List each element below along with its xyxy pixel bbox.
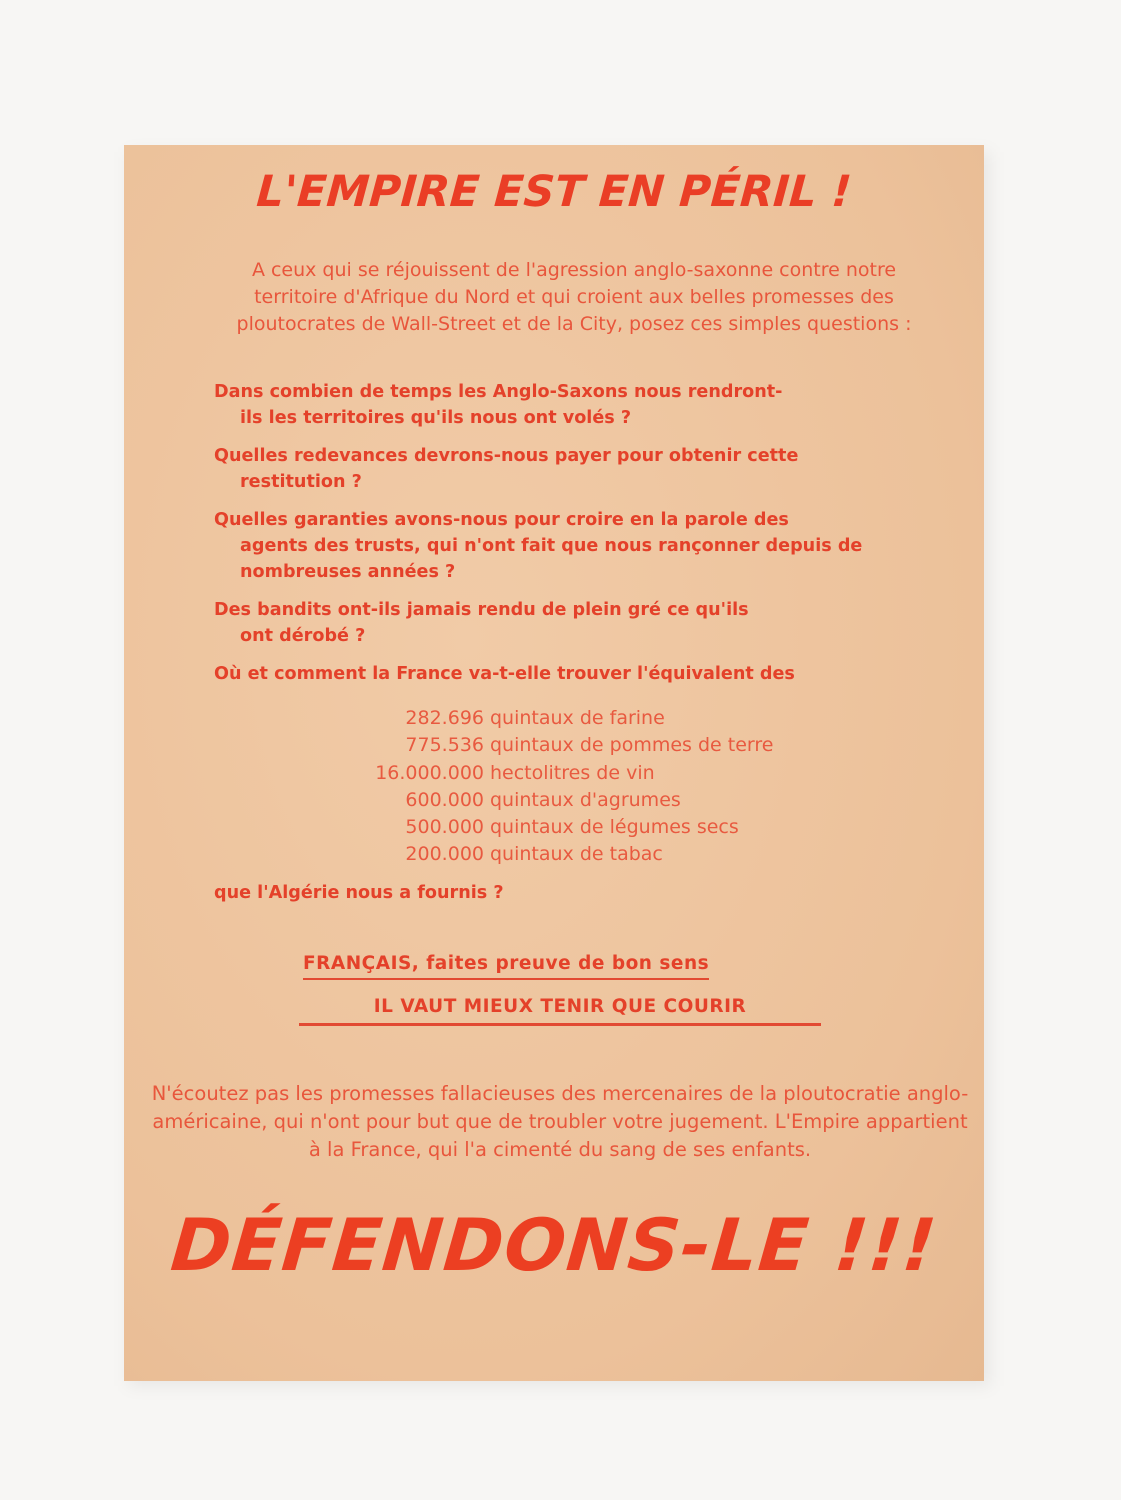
slogan-tenir-courir: IL VAUT MIEUX TENIR QUE COURIR	[299, 996, 821, 1026]
leaflet-title: L'EMPIRE EST EN PÉRIL !	[254, 167, 854, 217]
question-item	[214, 443, 944, 495]
closing-paragraph: N'écoutez pas les promesses fallacieuses des mercenaires de la ploutocratie anglo-américaine, qui n'ont pour but que de troubler votre jugement. L'Empire appartient à la France, qui l'a cimenté du sang de ses enfants.	[151, 1082, 969, 1161]
question-line-1: Quelles redevances devrons-nous payer pour obtenir cette	[214, 446, 799, 466]
question-item	[214, 597, 944, 649]
question-line-1: Dans combien de temps les Anglo-Saxons nous rendront-	[214, 382, 783, 402]
quantity-number: 500.000	[405, 816, 484, 839]
question-continuation: ont dérobé ?	[240, 626, 366, 646]
quantity-number: 16.000.000	[375, 761, 484, 784]
quantity-number: 775.536	[405, 734, 484, 757]
question-line-1: Des bandits ont-ils jamais rendu de plein gré ce qu'ils	[214, 600, 749, 620]
question-continuation: restitution ?	[240, 472, 362, 492]
quantity-row	[339, 814, 773, 841]
question-continuation: agents des trusts, qui n'ont fait que nous rançonner depuis de nombreuses années ?	[240, 536, 863, 582]
quantity-number: 282.696	[405, 707, 484, 729]
quantity-item: quintaux de légumes secs	[490, 816, 739, 839]
leaflet-sheet	[124, 145, 984, 1381]
quantity-row	[339, 705, 773, 732]
question-line-1: Où et comment la France va-t-elle trouver l'équivalent des	[214, 664, 795, 684]
quantity-number: 200.000	[405, 843, 484, 866]
slogan-bon-sens: FRANÇAIS, faites preuve de bon sens	[303, 953, 709, 980]
question-item	[214, 507, 944, 585]
intro-paragraph: A ceux qui se réjouissent de l'agression anglo-saxonne contre notre territoire d'Afrique du Nord et qui croient aux belles promesses des ploutocrates de Wall-Street et de la City, posez ces simples questions :	[236, 259, 912, 335]
quantity-list	[339, 705, 773, 869]
question-item	[214, 661, 944, 687]
question-list	[214, 379, 944, 699]
slogan-block	[299, 953, 821, 1026]
quantity-row	[339, 732, 773, 759]
quantity-item: hectolitres de vin	[490, 761, 655, 784]
quantity-row	[339, 787, 773, 814]
final-call: DÉFENDONS-LE !!!	[167, 1203, 941, 1287]
quantity-item: quintaux d'agrumes	[490, 788, 681, 811]
quantity-item: quintaux de farine	[490, 707, 665, 729]
question-item	[214, 379, 944, 431]
question-continuation: ils les territoires qu'ils nous ont volés ?	[240, 408, 632, 428]
quantity-item: quintaux de pommes de terre	[490, 734, 774, 757]
quantity-number: 600.000	[405, 788, 484, 811]
question-line-1: Quelles garanties avons-nous pour croire en la parole des	[214, 510, 789, 530]
closing-question: que l'Algérie nous a fournis ?	[214, 883, 504, 903]
quantity-row	[339, 760, 773, 787]
quantity-row	[339, 841, 773, 868]
quantity-item: quintaux de tabac	[490, 843, 663, 866]
